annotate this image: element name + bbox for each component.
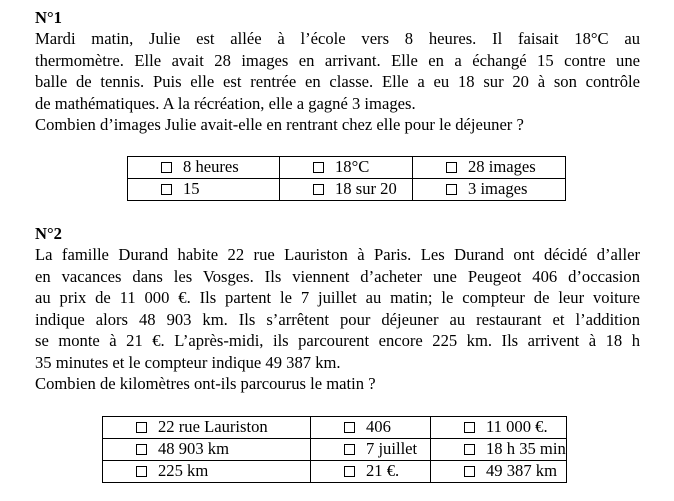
checkbox-icon[interactable] bbox=[161, 162, 172, 173]
checkbox-icon[interactable] bbox=[136, 422, 147, 433]
problem-1-line: de mathématiques. A la récréation, elle a gagné 3 images. bbox=[35, 93, 416, 113]
table-row bbox=[103, 417, 567, 439]
choice-label: 18 h 35 min bbox=[486, 439, 566, 459]
problem-2-choices-table bbox=[102, 416, 567, 483]
problem-2-question: Combien de kilomètres ont-ils parcourus le matin ? bbox=[35, 374, 376, 393]
choice-option[interactable] bbox=[431, 439, 567, 461]
problem-2-line: La famille Durand habite 22 rue Lauriston à Paris. Les Durand ont décidé d’aller bbox=[35, 245, 640, 264]
choice-label: 8 heures bbox=[183, 157, 239, 177]
problem-1-heading: N°1 bbox=[35, 8, 62, 27]
choice-option[interactable] bbox=[128, 179, 280, 201]
problem-1-line: Mardi matin, Julie est allée à l’école vers 8 heures. Il faisait 18°C au bbox=[35, 29, 640, 48]
choice-label: 15 bbox=[183, 179, 200, 199]
problem-2-heading: N°2 bbox=[35, 224, 62, 243]
problem-2-line: indique alors 48 903 km. Ils s’arrêtent pour déjeuner au restaurant et l’addition bbox=[35, 309, 640, 329]
table-row bbox=[128, 179, 566, 201]
choice-option[interactable] bbox=[413, 157, 566, 179]
table-row bbox=[103, 439, 567, 461]
checkbox-icon[interactable] bbox=[464, 466, 475, 477]
checkbox-icon[interactable] bbox=[344, 422, 355, 433]
choice-label: 3 images bbox=[468, 179, 528, 199]
problem-2-text bbox=[35, 244, 640, 374]
choice-label: 18°C bbox=[335, 157, 370, 177]
table-row bbox=[128, 157, 566, 179]
choice-option[interactable] bbox=[103, 439, 311, 461]
choice-label: 18 sur 20 bbox=[335, 179, 397, 199]
choice-label: 49 387 km bbox=[486, 461, 557, 481]
problem-1-question: Combien d’images Julie avait-elle en rentrant chez elle pour le déjeuner ? bbox=[35, 115, 524, 134]
checkbox-icon[interactable] bbox=[313, 184, 324, 195]
choice-option[interactable] bbox=[413, 179, 566, 201]
choice-label: 22 rue Lauriston bbox=[158, 417, 268, 437]
choice-label: 48 903 km bbox=[158, 439, 229, 459]
choice-option[interactable] bbox=[103, 417, 311, 439]
problem-1-text bbox=[35, 28, 640, 114]
choice-label: 28 images bbox=[468, 157, 536, 177]
choice-option[interactable] bbox=[280, 179, 413, 201]
choice-option[interactable] bbox=[431, 461, 567, 483]
choice-option[interactable] bbox=[431, 417, 567, 439]
checkbox-icon[interactable] bbox=[136, 444, 147, 455]
checkbox-icon[interactable] bbox=[161, 184, 172, 195]
choice-option[interactable] bbox=[128, 157, 280, 179]
checkbox-icon[interactable] bbox=[344, 444, 355, 455]
choice-label: 21 €. bbox=[366, 461, 400, 481]
choice-label: 406 bbox=[366, 417, 391, 437]
problem-1-line: balle de tennis. Puis elle est rentrée en classe. Elle a eu 18 sur 20 à son contrôle bbox=[35, 72, 640, 92]
table-row bbox=[103, 461, 567, 483]
checkbox-icon[interactable] bbox=[344, 466, 355, 477]
checkbox-icon[interactable] bbox=[464, 422, 475, 433]
checkbox-icon[interactable] bbox=[464, 444, 475, 455]
choice-option[interactable] bbox=[311, 439, 431, 461]
problem-1-line: thermomètre. Elle avait 28 images en arrivant. Elle en a échangé 15 contre une bbox=[35, 50, 640, 70]
problem-2-line: se monte à 21 €. L’après-midi, ils parcourent encore 225 km. Ils arrivent à 18 h bbox=[35, 331, 640, 351]
choice-option[interactable] bbox=[311, 461, 431, 483]
checkbox-icon[interactable] bbox=[446, 184, 457, 195]
problem-2-line: au prix de 11 000 €. Ils partent le 7 juillet au matin; le compteur de leur voiture bbox=[35, 288, 640, 308]
problem-2-line: 35 minutes et le compteur indique 49 387 km. bbox=[35, 352, 341, 372]
choice-label: 11 000 €. bbox=[486, 417, 548, 437]
problem-1-choices-table bbox=[127, 156, 566, 201]
problem-2-line: en vacances dans les Vosges. Ils viennent d’acheter une Peugeot 406 d’occasion bbox=[35, 266, 640, 286]
checkbox-icon[interactable] bbox=[313, 162, 324, 173]
choice-option[interactable] bbox=[103, 461, 311, 483]
checkbox-icon[interactable] bbox=[136, 466, 147, 477]
choice-option[interactable] bbox=[280, 157, 413, 179]
checkbox-icon[interactable] bbox=[446, 162, 457, 173]
choice-label: 7 juillet bbox=[366, 439, 418, 459]
choice-label: 225 km bbox=[158, 461, 209, 481]
choice-option[interactable] bbox=[311, 417, 431, 439]
